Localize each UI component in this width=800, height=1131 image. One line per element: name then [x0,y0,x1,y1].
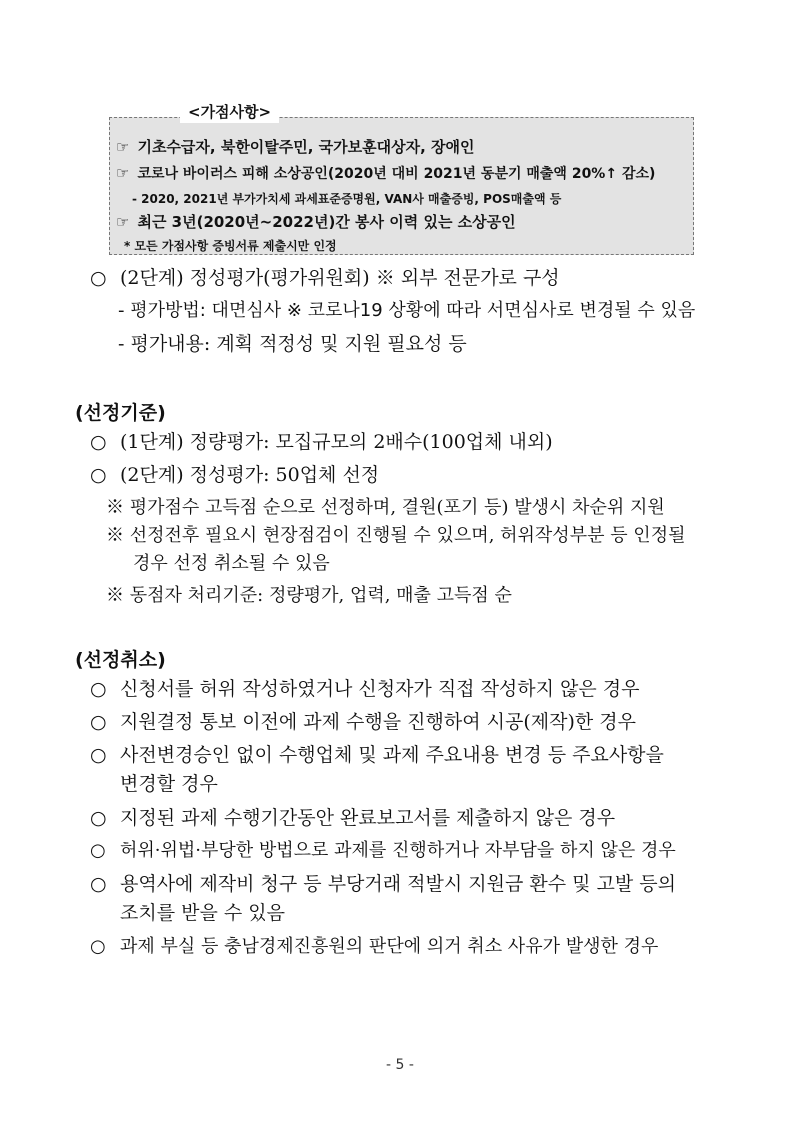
criteria-line: ○ (1단계) 정량평가: 모집규모의 2배수(100업체 내외) [90,431,553,453]
bonus-item: ☞ 기초수급자, 북한이탈주민, 국가보훈대상자, 장애인 [116,138,475,156]
pointing-hand-icon: ☞ [116,164,130,182]
cancel-heading: (선정취소) [75,649,166,671]
page-number: - 5 - [386,1057,414,1073]
cancel-line: ○ 신청서를 허위 작성하였거나 신청자가 직접 작성하지 않은 경우 [90,678,640,700]
circle-bullet-icon: ○ [90,840,106,861]
cancel-line: ○ 사전변경승인 없이 수행업체 및 과제 주요내용 변경 등 주요사항을 [90,744,664,766]
eval-method: - 평가방법: 대면심사 ※ 코로나19 상황에 따라 서면심사로 변경될 수 있음 [118,300,696,321]
circle-bullet-icon: ○ [90,431,107,453]
circle-bullet-icon: ○ [90,936,106,957]
cancel-line: ○ 허위·위법·부당한 방법으로 과제를 진행하거나 자부담을 하지 않은 경우 [90,838,676,864]
cancel-line: ○ 지정된 과제 수행기간동안 완료보고서를 제출하지 않은 경우 [90,807,616,829]
eval-stage2-title: ○ (2단계) 정성평가(평가위원회) ※ 외부 전문가로 구성 [90,267,560,289]
cancel-line-cont: 조치를 받을 수 있음 [120,902,285,924]
criteria-line: ○ (2단계) 정성평가: 50업체 선정 [90,464,380,486]
bonus-box [109,117,694,255]
criteria-heading: (선정기준) [75,402,166,424]
cancel-line: ○ 과제 부실 등 충남경제진흥원의 판단에 의거 취소 사유가 발생한 경우 [90,934,658,960]
bonus-subnote: - 2020, 2021년 부가가치세 과세표준증명원, VAN사 매출증빙, POS매출액 등 [132,192,562,206]
circle-bullet-icon: ○ [90,267,107,289]
bonus-item: ☞ 코로나 바이러스 피해 소상공인(2020년 대비 2021년 동분기 매출액 20%↑ 감소) [116,164,656,182]
criteria-note: ※ 선정전후 필요시 현장점검이 진행될 수 있으며, 허위작성부분 등 인정될 [106,525,686,546]
criteria-note: ※ 동점자 처리기준: 정량평가, 업력, 매출 고득점 순 [106,585,512,606]
bonus-item: ☞ 최근 3년(2020년~2022년)간 봉사 이력 있는 소상공인 [116,213,516,231]
pointing-hand-icon: ☞ [116,213,130,231]
cancel-line-cont: 변경할 경우 [120,773,218,795]
circle-bullet-icon: ○ [90,464,107,486]
criteria-note-cont: 경우 선정 취소될 수 있음 [133,553,330,574]
criteria-note: ※ 평가점수 고득점 순으로 선정하며, 결원(포기 등) 발생시 차순위 지원 [106,497,665,518]
eval-content: - 평가내용: 계획 적정성 및 지원 필요성 등 [118,333,467,355]
cancel-line: ○ 용역사에 제작비 청구 등 부당거래 적발시 지원금 환수 및 고발 등의 [90,873,676,895]
circle-bullet-icon: ○ [90,744,107,766]
pointing-hand-icon: ☞ [116,138,130,156]
cancel-line: ○ 지원결정 통보 이전에 과제 수행을 진행하여 시공(제작)한 경우 [90,711,636,733]
bonus-note: * 모든 가점사항 증빙서류 제출시만 인정 [124,239,337,253]
circle-bullet-icon: ○ [90,711,107,733]
circle-bullet-icon: ○ [90,807,107,829]
bonus-title: <가점사항> [180,101,279,123]
circle-bullet-icon: ○ [90,678,107,700]
circle-bullet-icon: ○ [90,873,107,895]
